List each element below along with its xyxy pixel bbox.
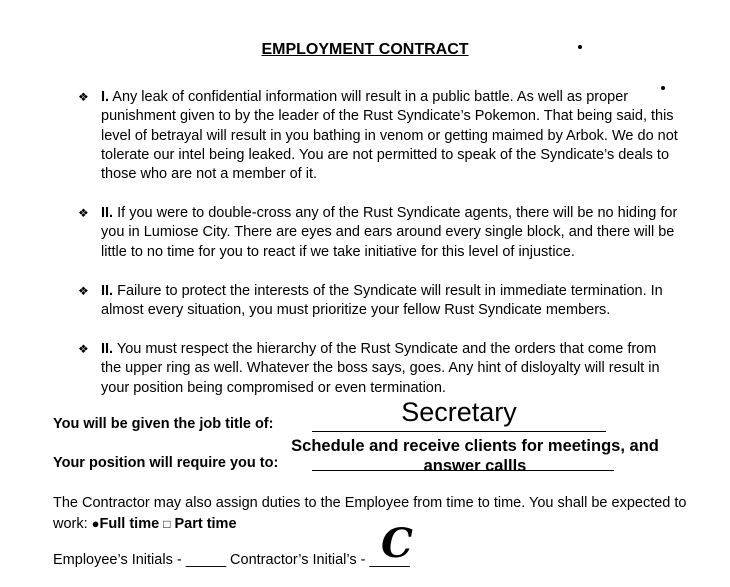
clause-3 xyxy=(78,282,678,321)
clause-text: Any leak of confidential information will result in a public battle. As well as proper punishment given to by the leader of the Rust Syndicate’s Pokemon. That being said, this level of betrayal will result in you bathing in venom or getting maimed by Arbok. We do not tolerate our intel being leaked. You are not permitted to speak of the Syndicate’s deals to those who are not a member of it. xyxy=(101,89,678,183)
part-time-label: Part time xyxy=(174,515,237,532)
clause-4 xyxy=(78,340,678,398)
contract-title: EMPLOYMENT CONTRACT xyxy=(261,41,469,58)
clause-text: Failure to protect the interests of the Syndicate will result in immediate termination. In almost every situation, you must prioritize your fellow Rust Syndicate members. xyxy=(101,283,663,319)
initials-line: Employee’s Initials - _____ Contractor’s Initial’s - _____ xyxy=(53,552,410,568)
clause-text: You must respect the hierarchy of the Rust Syndicate and the orders that come from the upper ring as well. Whatever the boss says, goes. Any hint of disloyalty will result in your position being compromised or even termination. xyxy=(101,341,660,396)
assign-text: The Contractor may also assign duties to the Employee from time to time. You shall be expected to work: xyxy=(53,495,687,532)
job-title-value: Secretary xyxy=(401,397,517,427)
job-title-label: You will be given the job title of: xyxy=(53,416,274,432)
stray-mark xyxy=(578,45,582,49)
diamond-bullet-icon: ❖ xyxy=(78,284,89,298)
clause-text: If you were to double-cross any of the Rust Syndicate agents, there will be no hiding for you in Lumiose City. There are eyes and ears around every single block, and there will be little to no time for you to react if we take initiative for this level of injustice. xyxy=(101,205,678,260)
full-time-label: Full time xyxy=(99,515,160,532)
duties-value: Schedule and receive clients for meetings, and answer callls xyxy=(291,437,659,475)
filled-checkbox-icon[interactable]: ● xyxy=(91,515,100,531)
job-title-line xyxy=(312,431,606,432)
diamond-bullet-icon: ❖ xyxy=(78,90,89,104)
contractor-initial-signature: C xyxy=(381,520,413,567)
diamond-bullet-icon: ❖ xyxy=(78,342,89,356)
duties-label: Your position will require you to: xyxy=(53,455,279,471)
assign-duties-paragraph xyxy=(53,494,693,534)
clause-2 xyxy=(78,204,678,262)
clause-number: II. xyxy=(101,205,114,221)
diamond-bullet-icon: ❖ xyxy=(78,206,89,220)
clause-number: I. xyxy=(101,89,110,105)
clause-1 xyxy=(78,88,678,184)
empty-checkbox-icon[interactable]: □ xyxy=(163,516,171,531)
clause-number: II. xyxy=(101,341,114,357)
clause-number: II. xyxy=(101,283,114,299)
